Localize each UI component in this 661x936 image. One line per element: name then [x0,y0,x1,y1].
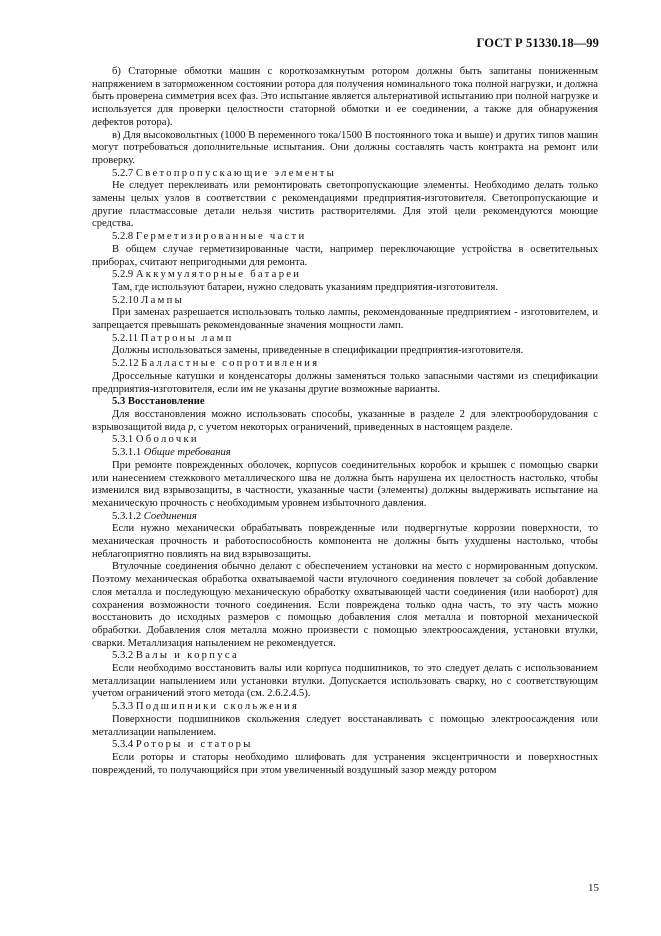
section-heading-5-3-1-2 [92,511,598,524]
page-body [92,66,598,777]
paragraph: В общем случае герметизированные части, например переключающие устройства в осветительных приборах, считают непригодными для ремонта. [92,243,598,268]
paragraph: Там, где используют батареи, нужно следовать указаниям предприятия-изготовителя. [112,281,498,293]
section-number: 5.3.1 [112,434,134,446]
section-title: Оболочки [135,434,199,446]
section-title: Роторы и статоры [135,739,253,751]
section-number: 5.2.11 [112,332,139,344]
section-heading-5-2-10 [92,295,598,308]
section-number: 5.3.1.2 [112,510,142,522]
paragraph: Втулочные соединения обычно делают с обеспечением установки на место с нормированным допуском. Поэтому механическая обработка охватываемой части втулочного соединения повлечет за собой добавление слоя металла и последующую механическую обработку охватывающей части соединения (или наоборот) для сохранения возможности точного соединения. Если повреждена только одна часть, то эту часть можно восстановить до исходных размеров с помощью добавления слоя металла и повторной механической обработки. Добавления слоя металла можно произвести с помощью электроосаждения, установки втулки, сварки. Металлизация напылением не рекомендуется. [92,561,598,649]
paragraph: Должны использоваться замены, приведенные в спецификации предприятия-изготовителя. [112,345,524,357]
section-title: Соединения [143,510,197,522]
section-number: 5.2.9 [112,269,134,281]
section-heading-5-3-4 [92,739,598,752]
section-title: Подшипники скольжения [135,701,300,713]
section-heading-5-2-11 [92,333,598,346]
protection-type: р [188,421,194,433]
section-number: 5.3.4 [112,739,134,751]
section-number: 5.2.8 [112,231,134,243]
paragraph [92,409,598,434]
section-number: 5.3.1.1 [112,447,142,459]
paragraph: Дроссельные катушки и конденсаторы должны заменяться только запасными частями из спецификации предприятия-изготовителя, если им не указаны другие возможные варианты. [92,370,598,395]
paragraph-text: , с учетом некоторых ограничений, приведенных в настоящем разделе. [193,421,513,433]
section-heading-5-3-1 [92,434,598,447]
section-title: Балластные сопротивления [141,358,320,370]
section-title: Лампы [141,294,185,306]
section-number: 5.2.7 [112,167,134,179]
section-heading-5-2-7 [92,168,598,181]
paragraph: Если роторы и статоры необходимо шлифовать для устранения эксцентричности и поверхностных повреждений, то получающийся при этом увеличенный воздушный зазор между ротором [92,751,598,776]
paragraph: в) Для высоковольтных (1000 В переменного тока/1500 В постоянного тока и выше) и других типов машин могут потребоваться дополнительные испытания. Они должны составлять часть контракта на ремонт или проверку. [92,129,598,166]
section-heading-5-3-3 [92,701,598,714]
section-number: 5.2.12 [112,358,139,370]
paragraph: б) Статорные обмотки машин с короткозамкнутым ротором должны быть запитаны пониженным напряжением в заторможенном состоянии ротора для получения номинального тока полной нагрузки, и должна быть проверена симметрия всех фаз. Это испытание является альтернативой испытанию при полной нагрузке и используется для проверки целостности статорной обмотки и ее соединении, а также для обнаружения дефектов ротора). [92,66,598,128]
section-number: 5.2.10 [112,294,139,306]
document-header: ГОСТ Р 51330.18—99 [476,36,599,50]
section-heading-5-3-2 [92,650,598,663]
section-title: Аккумуляторные батареи [135,269,302,281]
paragraph: Если нужно механически обрабатывать поврежденные или подвергнутые коррозии поверхности, то механическая прочность и работоспособность компонента не должны быть ухудшены настолько, чтобы неблагоприятно повлиять на вид взрывозащиты. [92,523,598,560]
section-number: 5.3.3 [112,701,134,713]
section-heading-5-3-1-1 [92,447,598,460]
section-heading-5-2-12 [92,358,598,371]
section-title: Светопропускающие элементы [135,167,337,179]
section-number: 5.3.2 [112,650,134,662]
paragraph: При ремонте поврежденных оболочек, корпусов соединительных коробок и крышек с помощью сварки или нанесением стежкового металлического шва не должна быть нарушена их целостность настолько, чтобы изменился вид взрывозащиты, в частности, указанные части (элементы) должны выдерживать испытание на механическую прочность с необходимым уровнем избыточного давления. [92,459,598,509]
paragraph: Если необходимо восстановить валы или корпуса подшипников, то это следует делать с использованием металлизации напылением или установки втулки. Допускается использовать сварку, но с соответствующим учетом ограничений этого метода (см. 2.6.2.4.5). [92,663,598,700]
page-number: 15 [588,882,599,894]
paragraph-text: Для восстановления можно использовать способы, указанные в разделе 2 для электрооборудования с взрывозащитой вида [92,408,598,433]
section-heading-5-2-9 [92,269,598,282]
section-heading-5-2-8 [92,231,598,244]
section-title: Валы и корпуса [135,650,239,662]
section-title: Патроны ламп [140,332,234,344]
paragraph: При заменах разрешается использовать только лампы, рекомендованные предприятием - изготовителем, и запрещается превышать рекомендованные значения мощности ламп. [92,307,598,332]
section-title: Герметизированные части [135,231,307,243]
paragraph: Не следует переклеивать или ремонтировать светопропускающие элементы. Необходимо делать только замены целых узлов в соответствии с рекомендациями предприятия-изготовителя. Светопропускающие и другие пластмассовые детали нельзя чистить растворителями. Для этой цели рекомендуются моющие средства. [92,180,598,230]
section-title: Общие требования [143,447,231,459]
section-heading-5-3: 5.3 Восстановление [112,396,205,408]
paragraph: Поверхности подшипников скольжения следует восстанавливать с помощью электроосаждения или металлизации напылением. [92,713,598,738]
